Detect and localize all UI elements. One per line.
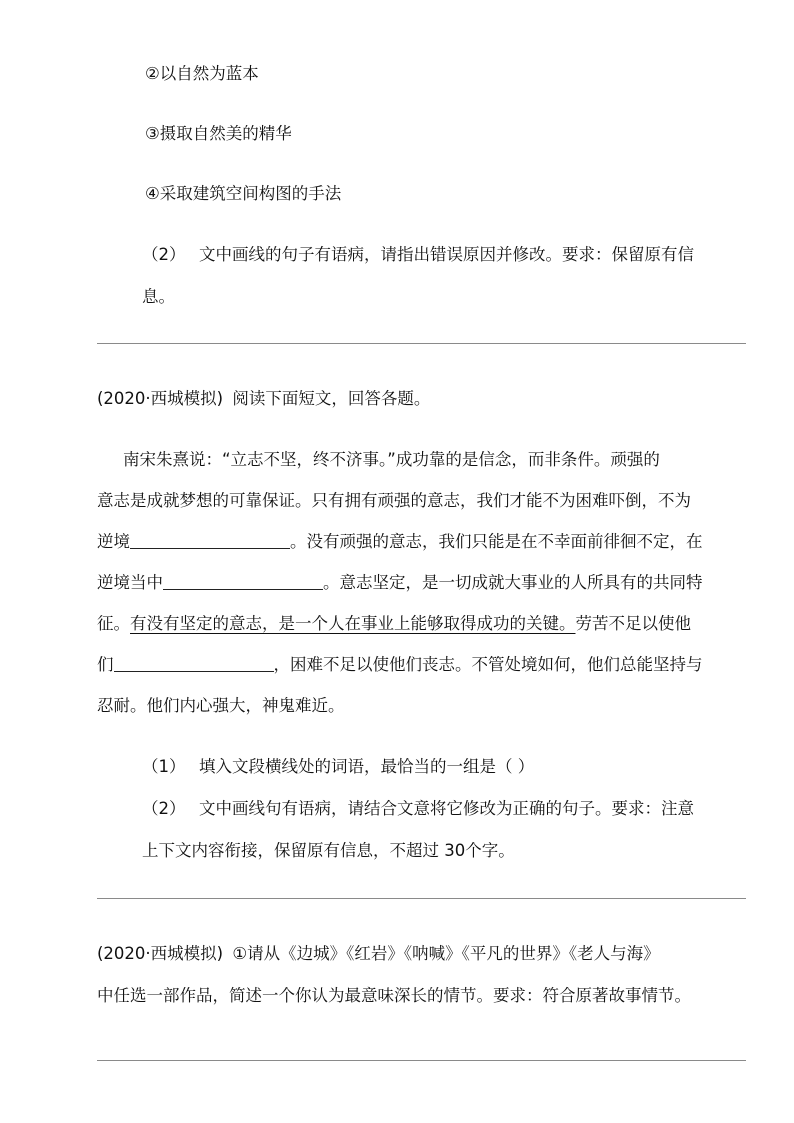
passage-line-7: 忍耐。他们内心强大，神鬼难近。 [97, 696, 345, 715]
passage-line-3: 逆境 。没有顽强的意志，我们只能是在不幸面前徘徊不定，在 [97, 532, 703, 551]
fill-blank-1[interactable] [130, 532, 290, 550]
q3-text-line1: ①请从《边城》《红岩》《呐喊》《平凡的世界》《老人与海》 [232, 944, 660, 963]
q2-sub1-number: （1） [142, 757, 186, 776]
q2-sub2-text-line2: 上下文内容衔接，保留原有信息，不超过 30个字。 [142, 841, 515, 860]
fill-blank-3[interactable] [114, 655, 274, 673]
passage-line-6: 们 ，困难不足以使他们丧志。不管处境如何，他们总能坚持与 [97, 655, 703, 674]
q2-source: (2020·西城模拟) [97, 389, 224, 408]
option-4: ④采取建筑空间构图的手法 [145, 184, 342, 203]
passage-line-5: 征。有没有坚定的意志，是一个人在事业上能够取得成功的关键。劳苦不足以使他 [97, 614, 691, 633]
q3-source: (2020·西城模拟) [97, 944, 224, 963]
q1-sub2-number: （2） [142, 245, 186, 264]
q1-sub2-text-line1: 文中画线的句子有语病，请指出错误原因并修改。要求：保留原有信 [199, 245, 694, 264]
section-divider-3 [97, 1060, 746, 1061]
passage-line-1: 南宋朱熹说：“立志不坚，终不济事。”成功靠的是信念，而非条件。顽强的 [123, 450, 660, 469]
q2-instruction: 阅读下面短文，回答各题。 [232, 389, 431, 408]
q2-sub2-number: （2） [142, 799, 186, 818]
section-divider-2 [97, 898, 746, 899]
option-3: ③摄取自然美的精华 [145, 124, 292, 143]
underlined-sentence: 有没有坚定的意志，是一个人在事业上能够取得成功的关键。 [130, 614, 576, 633]
q2-sub2-text-line1: 文中画线句有语病，请结合文意将它修改为正确的句子。要求：注意 [199, 799, 694, 818]
option-2: ②以自然为蓝本 [145, 64, 259, 83]
q2-sub1-text: 填入文段横线处的词语，最恰当的一组是（ ） [199, 757, 535, 776]
section-divider-1 [97, 343, 746, 344]
q3-text-line2: 中任选一部作品，简述一个你认为最意味深长的情节。要求：符合原著故事情节。 [97, 986, 691, 1005]
passage-line-2: 意志是成就梦想的可靠保证。只有拥有顽强的意志，我们才能不为困难吓倒，不为 [97, 491, 691, 510]
fill-blank-2[interactable] [163, 573, 323, 591]
passage-line-4: 逆境当中 。意志坚定，是一切成就大事业的人所具有的共同特 [97, 573, 703, 592]
q2-header [97, 385, 430, 409]
q3-line-1 [97, 940, 660, 964]
q1-sub2-text-line2: 息。 [142, 287, 175, 306]
